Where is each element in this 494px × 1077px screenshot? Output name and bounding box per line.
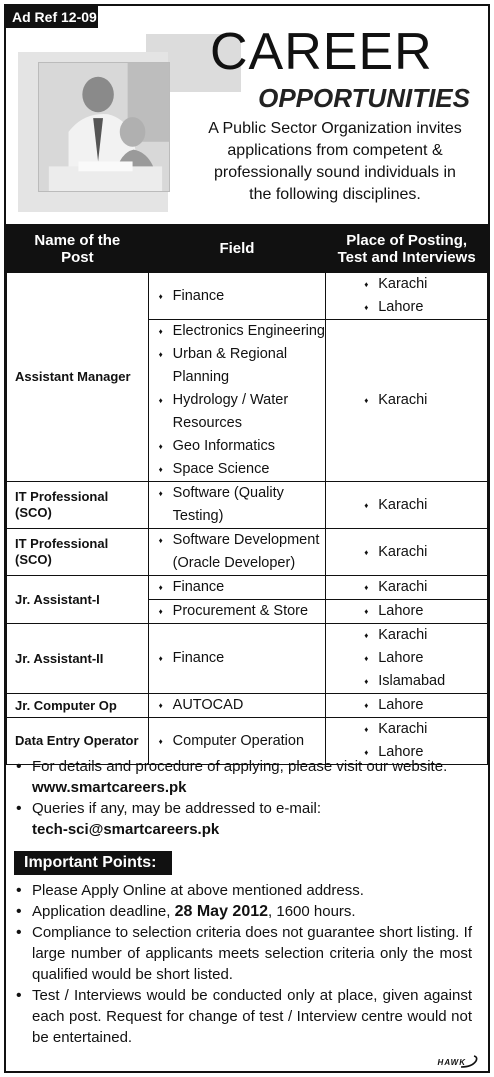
- post-name: IT Professional (SCO): [7, 482, 149, 529]
- place-item: ♦ Lahore: [354, 694, 487, 717]
- place-item: ♦ Lahore: [354, 296, 487, 319]
- field-item: ♦ Geo Informatics: [149, 435, 326, 458]
- field-item: ♦ Space Science: [149, 458, 326, 481]
- table-row: [7, 273, 488, 320]
- office-photo: [38, 62, 170, 192]
- intro-line: applications from competent &: [227, 142, 443, 159]
- header-post: Name of the Post: [7, 225, 149, 273]
- website-note: • For details and procedure of applying, please visit our website.: [6, 756, 486, 777]
- place-item: ♦ Karachi: [354, 576, 487, 599]
- field-cell: [148, 320, 326, 482]
- point-apply-online: • Please Apply Online at above mentioned address.: [6, 880, 472, 901]
- place-cell: [326, 273, 488, 320]
- table-row: [7, 624, 488, 694]
- headline-title: CAREER: [210, 23, 433, 81]
- place-item: ♦ Karachi: [354, 273, 487, 296]
- intro-line: the following disciplines.: [249, 186, 421, 203]
- place-cell: [326, 482, 488, 529]
- email-note: • Queries if any, may be addressed to e-mail:: [6, 798, 486, 819]
- header-place: Place of Posting, Test and Interviews: [326, 225, 488, 273]
- photo-illustration: [39, 63, 169, 191]
- field-cell: [148, 576, 326, 600]
- place-item: ♦ Islamabad: [354, 670, 487, 693]
- deadline-date: 28 May 2012: [174, 903, 269, 920]
- place-cell: [326, 320, 488, 482]
- post-name: Jr. Computer Op: [7, 694, 149, 718]
- point-compliance: • Compliance to selection criteria does not guarantee short listing. If large number of applicants meets selection criteria only the most qualified would be short listed.: [6, 922, 472, 985]
- field-item: ♦ Hydrology / Water Resources: [149, 389, 326, 435]
- point-deadline: • Application deadline, 28 May 2012, 1600 hours.: [6, 901, 472, 922]
- intro-line: A Public Sector Organization invites: [208, 120, 462, 137]
- place-item: ♦ Karachi: [354, 624, 487, 647]
- place-item: ♦ Karachi: [354, 494, 487, 517]
- hawk-logo-icon: [460, 1055, 480, 1069]
- place-item: ♦ Lahore: [354, 741, 487, 764]
- table-body: [7, 273, 488, 765]
- place-item: ♦ Karachi: [354, 541, 487, 564]
- field-cell: [148, 273, 326, 320]
- post-name: Data Entry Operator: [7, 718, 149, 765]
- field-cell: [148, 694, 326, 718]
- agency-logo: HAWK: [437, 1058, 466, 1067]
- place-cell: [326, 694, 488, 718]
- table-row: [7, 529, 488, 576]
- field-item: ♦ AUTOCAD: [149, 694, 326, 717]
- important-points: [6, 880, 472, 1048]
- field-cell: [148, 482, 326, 529]
- field-item: ♦ Finance: [149, 576, 326, 599]
- field-item: ♦ Finance: [149, 285, 326, 308]
- post-name: IT Professional (SCO): [7, 529, 149, 576]
- email-link[interactable]: tech-sci@smartcareers.pk: [32, 821, 220, 838]
- intro-line: professionally sound individuals in: [214, 164, 456, 181]
- place-cell: [326, 624, 488, 694]
- field-cell: [148, 600, 326, 624]
- place-cell: [326, 576, 488, 600]
- point-test: • Test / Interviews would be conducted only at place, given against each post. Request for change of test / Interview centre would not be entertained.: [6, 985, 472, 1048]
- table-row: [7, 482, 488, 529]
- field-item: ♦ Software (Quality Testing): [149, 482, 326, 528]
- field-item: ♦ Electronics Engineering: [149, 320, 326, 343]
- headline-subtitle: OPPORTUNITIES: [258, 83, 470, 113]
- ad-reference: Ad Ref 12-09: [6, 6, 98, 28]
- header-field: Field: [148, 225, 326, 273]
- posts-table: [6, 224, 488, 765]
- important-heading: Important Points:: [14, 851, 172, 875]
- place-item: ♦ Karachi: [354, 718, 487, 741]
- intro-text: [185, 118, 485, 206]
- post-name: Assistant Manager: [7, 273, 149, 482]
- table-row: [7, 576, 488, 600]
- table-header-row: [7, 225, 488, 273]
- contact-info: [6, 756, 486, 840]
- place-item: ♦ Karachi: [354, 389, 487, 412]
- post-name: Jr. Assistant-I: [7, 576, 149, 624]
- place-item: ♦ Lahore: [354, 600, 487, 623]
- website-link[interactable]: www.smartcareers.pk: [32, 779, 187, 796]
- field-item: ♦ Procurement & Store: [149, 600, 326, 623]
- field-item: ♦ Software Development (Oracle Developer): [149, 529, 326, 575]
- field-cell: [148, 529, 326, 576]
- post-name: Jr. Assistant-II: [7, 624, 149, 694]
- field-cell: [148, 624, 326, 694]
- place-cell: [326, 600, 488, 624]
- field-item: ♦ Finance: [149, 647, 326, 670]
- table-row: [7, 694, 488, 718]
- place-item: ♦ Lahore: [354, 647, 487, 670]
- field-item: ♦ Computer Operation: [149, 730, 326, 753]
- place-cell: [326, 529, 488, 576]
- field-item: ♦ Urban & Regional Planning: [149, 343, 326, 389]
